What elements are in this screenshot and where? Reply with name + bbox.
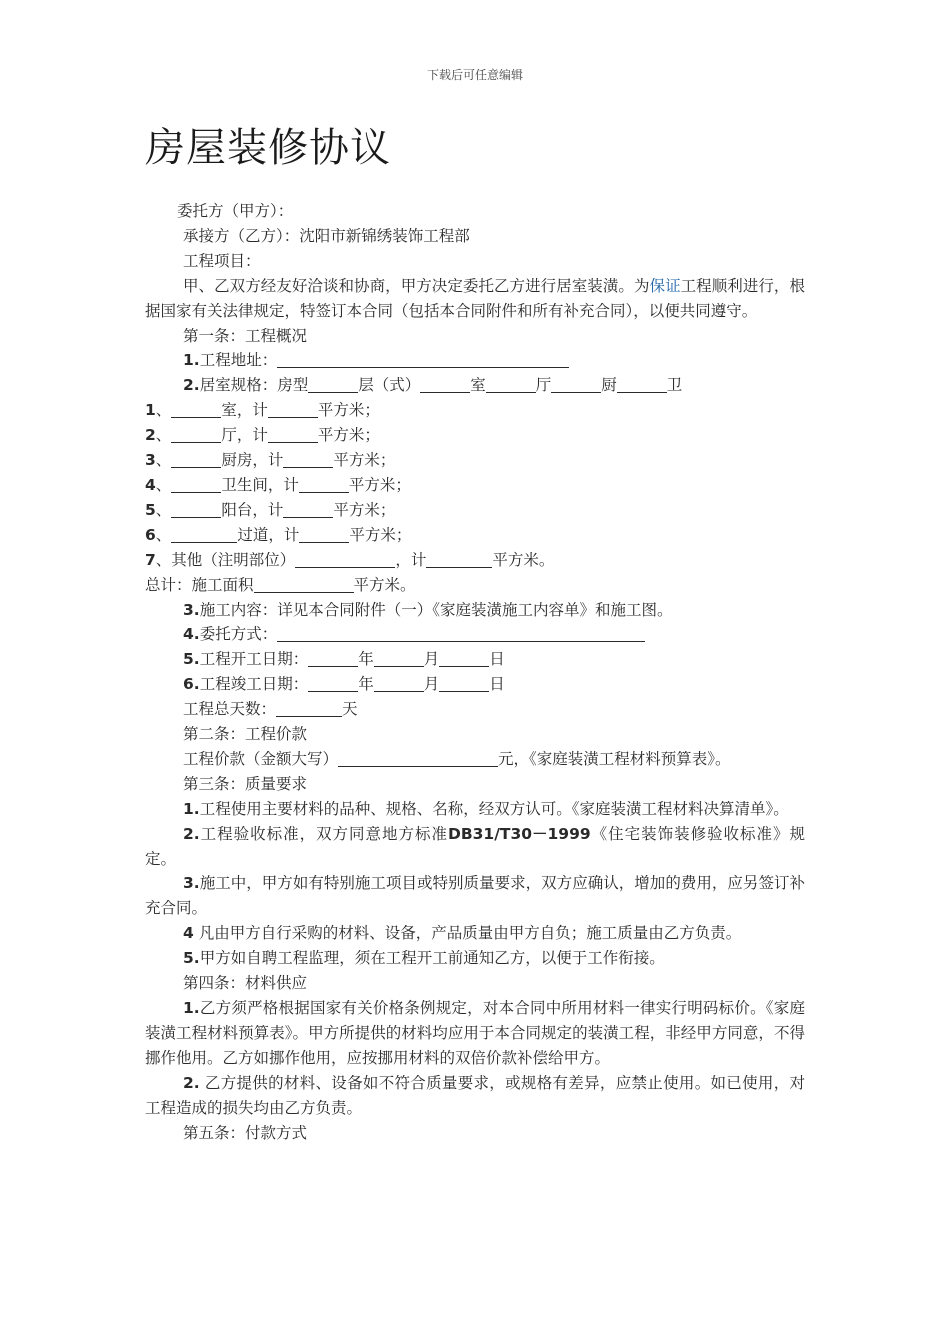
document-title: 房屋装修协议 <box>145 125 391 171</box>
price-label: 工程价款（金额大写） <box>183 749 339 768</box>
room-blank[interactable] <box>171 476 221 493</box>
content-line <box>145 598 805 623</box>
spec-ceng: 层（式） <box>358 376 421 395</box>
start-date-line <box>145 647 805 672</box>
quality-item-text: 施工中，甲方如有特别施工项目或特别质量要求，双方应确认，增加的费用，应另签订补充合同。 <box>145 874 805 918</box>
end-day-blank[interactable] <box>439 675 489 692</box>
kitchen-count-blank[interactable] <box>551 376 601 393</box>
day-label: 日 <box>489 675 505 694</box>
method-label: 委托方式： <box>199 625 278 644</box>
other-label: 、其他（注明部位） <box>155 550 296 569</box>
bath-count-blank[interactable] <box>617 376 667 393</box>
quality-item-text: 《住宅装饰装修验收标准》规定。 <box>145 824 805 868</box>
quality-item-4 <box>145 921 805 946</box>
address-line <box>145 348 805 373</box>
quality-item-num: 4 <box>183 924 194 943</box>
contract-body <box>145 199 805 1145</box>
quality-item-5 <box>145 946 805 971</box>
end-label: 工程竣工日期： <box>199 675 309 694</box>
price-line <box>145 747 805 772</box>
spec-wei: 卫 <box>666 376 683 395</box>
end-date-line <box>145 672 805 697</box>
total-line <box>145 573 805 598</box>
year-label: 年 <box>358 650 374 669</box>
price-after: 元，《家庭装潢工程材料预算表》。 <box>498 749 731 768</box>
room-name: 厅，计 <box>221 426 268 445</box>
method-line <box>145 622 805 647</box>
other-area-blank[interactable] <box>426 551 492 568</box>
room-row-other <box>145 548 805 573</box>
room-name: 厨房，计 <box>221 451 284 470</box>
material-item-num: 2. <box>183 1073 200 1092</box>
quality-item-text: 甲方如自聘工程监理，须在工程开工前通知乙方，以便于工作衔接。 <box>199 949 665 968</box>
header-note: 下载后可任意编辑 <box>426 68 523 82</box>
quality-item-2 <box>145 822 805 872</box>
room-row-1 <box>145 398 805 423</box>
quality-item-num: 3. <box>183 874 200 893</box>
room-unit: 平方米； <box>333 500 396 519</box>
days-blank[interactable] <box>276 700 342 717</box>
quality-item-num: 1. <box>183 799 200 818</box>
method-num: 4. <box>183 625 200 644</box>
content-text: 施工内容：详见本合同附件（一）《家庭装潢施工内容单》和施工图。 <box>199 600 673 619</box>
quality-item-num: 5. <box>183 949 200 968</box>
room-blank[interactable] <box>171 401 221 418</box>
material-item-2 <box>145 1071 805 1121</box>
area-blank[interactable] <box>299 526 349 543</box>
room-name: 卫生间，计 <box>221 475 299 494</box>
price-blank[interactable] <box>338 750 498 767</box>
quality-item-num: 2. <box>183 824 200 843</box>
room-num: 2 <box>145 426 156 445</box>
day-label: 日 <box>489 650 505 669</box>
area-blank[interactable] <box>283 501 333 518</box>
intro-text-before: 甲、乙双方经友好洽谈和协商，甲方决定委托乙方进行居室装潢。为 <box>183 276 650 295</box>
article3-heading: 第三条：质量要求 <box>183 774 308 793</box>
intro-text-after: 工程顺利进行，根据国家有关法律规定，特签订本合同（包括本合同附件和所有补充合同），以便共同遵守。 <box>145 276 805 320</box>
area-blank[interactable] <box>268 426 318 443</box>
room-unit: 平方米； <box>348 475 411 494</box>
quality-item-text: 凡由甲方自行采购的材料、设备，产品质量由甲方自负；施工质量由乙方负责。 <box>193 924 742 943</box>
room-blank[interactable] <box>171 426 221 443</box>
address-num: 1. <box>183 351 200 370</box>
room-sep: 、 <box>155 426 172 445</box>
address-blank[interactable] <box>277 351 569 368</box>
room-num: 1 <box>145 401 156 420</box>
material-item-text: 乙方须严格根据国家有关价格条例规定，对本合同中所用材料一律实行明码标价。《家庭装潢工程材料预算表》。甲方所提供的材料均应用于本合同规定的装潢工程，非经甲方同意，不得挪作他用。乙方如挪作他用，应按挪用材料的双倍价款补偿给甲方。 <box>145 999 805 1067</box>
other-num: 7 <box>145 550 156 569</box>
spec-label: 居室规格：房型 <box>199 376 309 395</box>
content-num: 3. <box>183 600 200 619</box>
standard-code: DB31/T30－1999 <box>447 824 591 843</box>
article4-heading: 第四条：材料供应 <box>183 974 308 993</box>
end-year-blank[interactable] <box>308 675 358 692</box>
article1-heading: 第一条：工程概况 <box>183 326 308 345</box>
room-sep: 、 <box>155 401 172 420</box>
room-unit: 平方米； <box>333 451 396 470</box>
room-num: 3 <box>145 451 156 470</box>
room-row-6 <box>145 523 805 548</box>
start-month-blank[interactable] <box>374 650 424 667</box>
area-blank[interactable] <box>283 451 333 468</box>
room-unit: 平方米； <box>317 401 380 420</box>
material-item-1 <box>145 996 805 1071</box>
spec-shi: 室 <box>470 376 486 395</box>
spec-ting: 厅 <box>535 376 552 395</box>
end-month-blank[interactable] <box>374 675 424 692</box>
material-item-num: 1. <box>183 999 200 1017</box>
floor-blank[interactable] <box>308 376 358 393</box>
other-part-blank[interactable] <box>295 551 395 568</box>
area-blank[interactable] <box>268 401 318 418</box>
start-day-blank[interactable] <box>439 650 489 667</box>
start-label: 工程开工日期： <box>199 650 309 669</box>
total-unit: 平方米。 <box>353 575 416 594</box>
intro-paragraph <box>145 274 805 324</box>
month-label: 月 <box>423 675 440 694</box>
spec-num: 2. <box>183 376 200 395</box>
hall-count-blank[interactable] <box>486 376 536 393</box>
other-mid: ，计 <box>395 550 427 569</box>
room-num: 5 <box>145 500 156 519</box>
project-line: 工程项目： <box>183 251 261 270</box>
room-num: 6 <box>145 525 156 544</box>
room-unit: 平方米； <box>349 525 412 544</box>
other-unit: 平方米。 <box>492 550 555 569</box>
days-unit: 天 <box>342 700 358 719</box>
room-sep: 、 <box>155 451 172 470</box>
room-blank[interactable] <box>171 451 221 468</box>
room-num: 4 <box>145 475 156 494</box>
quality-item-1 <box>145 797 805 822</box>
total-label: 总计：施工面积 <box>145 575 254 594</box>
quality-item-text: 工程使用主要材料的品种、规格、名称，经双方认可。《家庭装潢工程材料决算清单》。 <box>199 799 789 818</box>
room-row-2 <box>145 423 805 448</box>
room-row-5 <box>145 498 805 523</box>
room-sep: 、 <box>155 475 172 494</box>
quality-item-text: 工程验收标准，双方同意地方标准 <box>199 824 448 843</box>
room-name: 过道，计 <box>237 525 300 544</box>
room-name: 室，计 <box>221 401 268 420</box>
quality-item-3 <box>145 871 805 921</box>
area-blank[interactable] <box>299 476 349 493</box>
address-label: 工程地址： <box>199 351 278 370</box>
start-num: 5. <box>183 650 200 669</box>
room-sep: 、 <box>155 500 172 519</box>
room-name: 阳台，计 <box>221 500 284 519</box>
days-label: 工程总天数： <box>183 700 277 719</box>
start-year-blank[interactable] <box>308 650 358 667</box>
total-days-line <box>145 697 805 722</box>
spec-chu: 厨 <box>601 376 617 395</box>
room-row-4 <box>145 473 805 498</box>
end-num: 6. <box>183 675 200 694</box>
room-sep: 、 <box>155 525 172 544</box>
room-unit: 平方米； <box>317 426 380 445</box>
month-label: 月 <box>423 650 440 669</box>
room-blank[interactable] <box>171 501 221 518</box>
article5-heading: 第五条：付款方式 <box>183 1123 308 1142</box>
guarantee-link[interactable]: 保证 <box>649 276 681 295</box>
room-blank[interactable] <box>171 526 237 543</box>
total-area-blank[interactable] <box>254 576 354 593</box>
party-a-line: 委托方（甲方）： <box>177 202 294 220</box>
method-blank[interactable] <box>277 625 645 642</box>
room-count-blank[interactable] <box>420 376 470 393</box>
article2-heading: 第二条：工程价款 <box>183 725 308 744</box>
material-item-text: 乙方提供的材料、设备如不符合质量要求，或规格有差异，应禁止使用。如已使用，对工程造成的损失均由乙方负责。 <box>145 1073 805 1117</box>
year-label: 年 <box>358 675 374 694</box>
room-row-3 <box>145 448 805 473</box>
spec-line <box>145 373 805 398</box>
party-b-line: 承接方（乙方）：沈阳市新锦绣装饰工程部 <box>183 226 470 245</box>
